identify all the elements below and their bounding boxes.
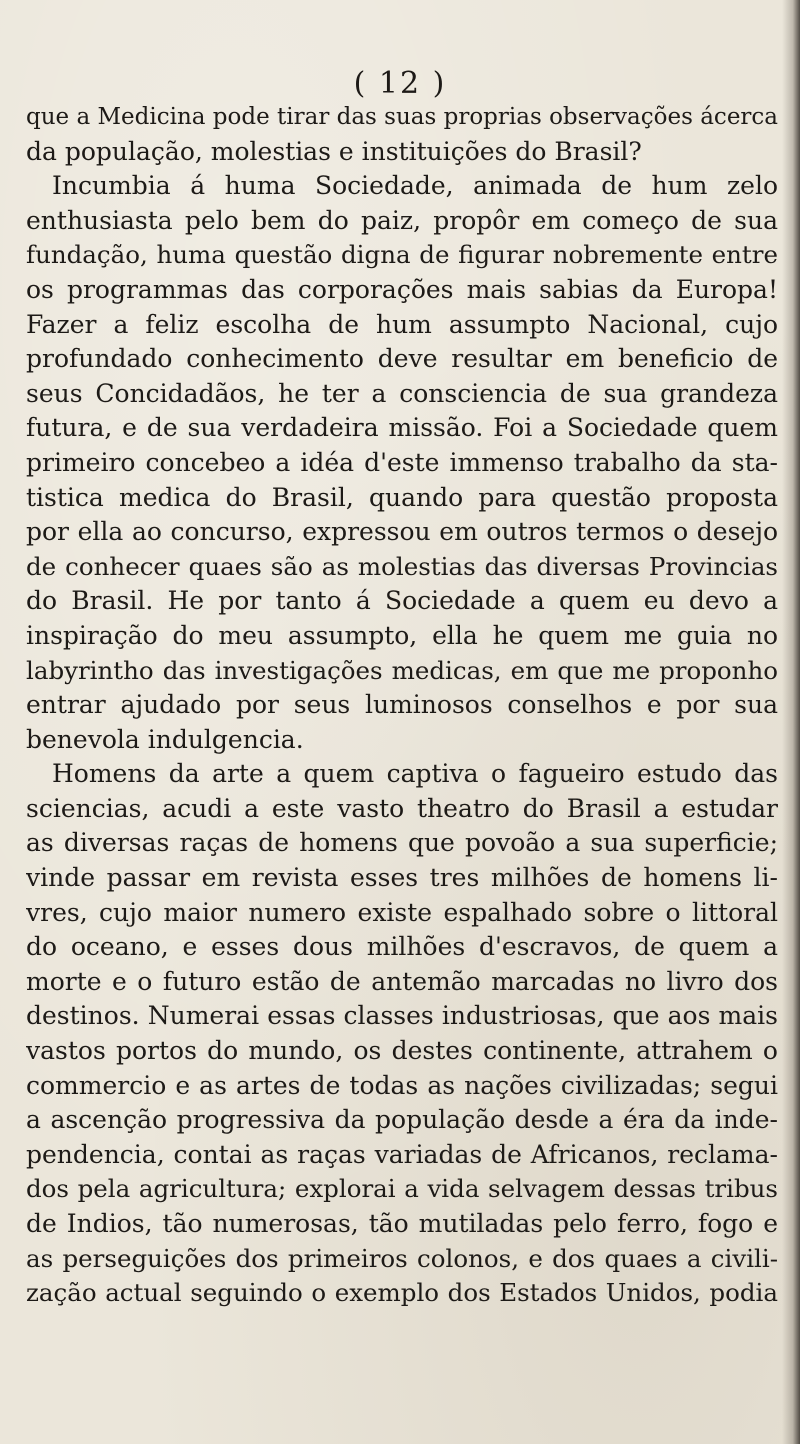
text-line: inspiração do meu assumpto, ella he quem me guia no (26, 620, 778, 650)
text-line: destinos. Numerai essas classes industriosas, que aos mais (26, 1001, 778, 1031)
text-line: de Indios, tão numerosas, tão mutiladas pelo ferro, fogo e (26, 1209, 778, 1238)
body-text (26, 100, 778, 1311)
text-line: do oceano, e esses dous milhões d'escravos, de quem a (26, 932, 778, 962)
text-line: seus Concidadãos, he ter a consciencia de sua grandeza (26, 378, 778, 408)
text-line: sciencias, acudi a este vasto theatro do Brasil a estudar (26, 793, 778, 823)
text-line: vastos portos do mundo, os destes continente, attrahem o (26, 1036, 778, 1066)
text-line: as diversas raças de homens que povoão a sua superficie; (26, 828, 778, 858)
text-line: dos pela agricultura; explorai a vida selvagem dessas tribus (26, 1174, 778, 1204)
text-line: commercio e as artes de todas as nações civilizadas; segui (26, 1070, 778, 1100)
text-line: do Brasil. He por tanto á Sociedade a quem eu devo a (26, 586, 778, 616)
page-edge-shadow (782, 0, 800, 1444)
text-line: a ascenção progressiva da população desde a éra da inde- (26, 1105, 778, 1135)
text-line: vinde passar em revista esses tres milhões de homens li- (26, 863, 778, 893)
text-line: pendencia, contai as raças variadas de Africanos, reclama- (26, 1139, 778, 1169)
text-line: tistica medica do Brasil, quando para questão proposta (26, 482, 778, 512)
text-line: vres, cujo maior numero existe espalhado sobre o littoral (26, 897, 778, 927)
text-line: entrar ajudado por seus luminosos conselhos e por sua (26, 690, 778, 720)
text-line: da população, molestias e instituições do Brasil? (26, 136, 642, 166)
paragraph-start-line: Incumbia á huma Sociedade, animada de hum zelo (52, 171, 778, 201)
text-line: de conhecer quaes são as molestias das diversas Provincias (26, 551, 778, 581)
text-line: primeiro concebeo a idéa d'este immenso trabalho da sta- (26, 447, 778, 477)
paragraph-start-line: Homens da arte a quem captiva o fagueiro estudo das (52, 759, 778, 789)
text-line: Fazer a feliz escolha de hum assumpto Nacional, cujo (26, 309, 778, 339)
text-line: por ella ao concurso, expressou em outros termos o desejo (26, 517, 778, 547)
text-line: zação actual seguindo o exemplo dos Estados Unidos, podia (26, 1278, 778, 1308)
text-line: morte e o futuro estão de antemão marcadas no livro dos (26, 966, 778, 996)
text-line: os programmas das corporações mais sabias da Europa! (26, 274, 778, 304)
text-line: enthusiasta pelo bem do paiz, propôr em começo de sua (26, 205, 778, 235)
text-line: labyrintho das investigações medicas, em que me proponho (26, 655, 778, 685)
text-line: profundado conhecimento deve resultar em beneficio de (26, 344, 778, 374)
page-number: ( 12 ) (353, 66, 447, 101)
text-line: que a Medicina pode tirar das suas proprias observações ácerca (26, 104, 778, 130)
text-line: fundação, huma questão digna de figurar nobremente entre (26, 240, 778, 270)
text-line: as perseguições dos primeiros colonos, e dos quaes a civili- (26, 1243, 778, 1273)
text-line: futura, e de sua verdadeira missão. Foi a Sociedade quem (26, 413, 778, 443)
text-line: benevola indulgencia. (26, 724, 304, 754)
